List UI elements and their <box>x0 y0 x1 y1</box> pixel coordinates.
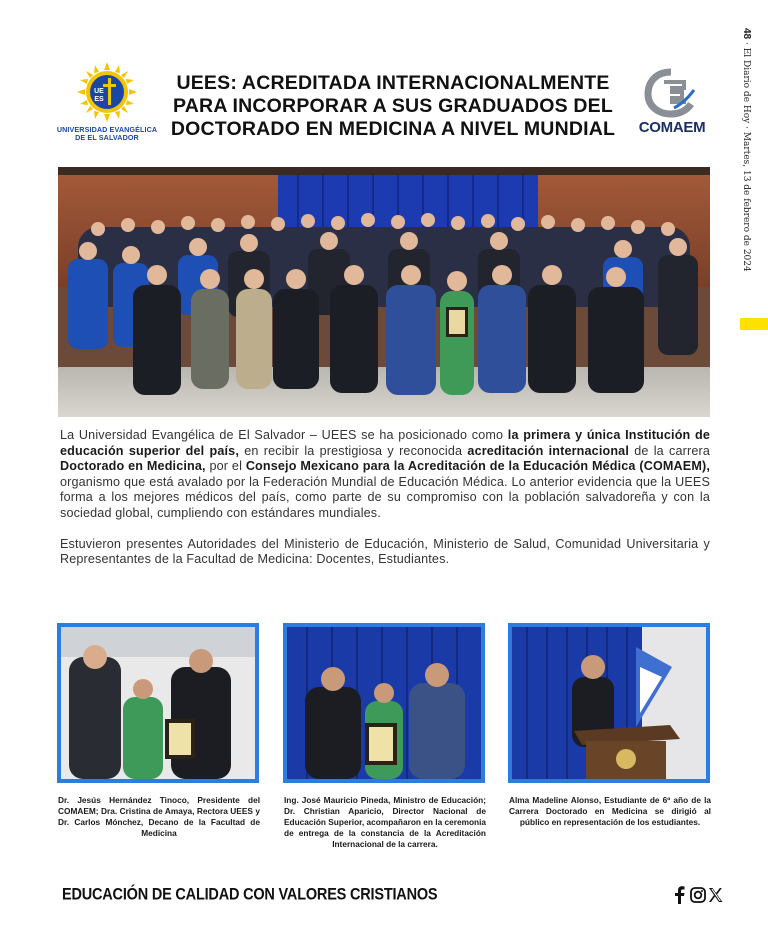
p1-bold-2: acreditación internacional <box>467 443 629 458</box>
social-icons <box>672 884 722 906</box>
uees-seal-icon <box>77 62 137 122</box>
p1-text-4: por el <box>205 459 246 474</box>
uees-name-line2: DE EL SALVADOR <box>75 133 139 142</box>
caption-2: Ing. José Mauricio Pineda, Ministro de Educación; Dr. Christian Aparicio, Director Nacional de Educación Superior, acompañaron en la ceremonia de entrega de la constancia de la Acreditación Internacional de la carrera. <box>284 795 486 849</box>
comaem-mark-icon <box>644 68 698 118</box>
comaem-name: COMAEM <box>638 119 706 136</box>
article-body <box>60 428 710 583</box>
uees-logo <box>52 62 162 148</box>
instagram-icon[interactable] <box>690 886 705 904</box>
p1-bold-1: la primera y única Institución de educación superior del país, <box>60 428 710 458</box>
p1-text-5: organismo que está avalado por la Federación Mundial de Educación Médica. Lo anterior evidencia que la UEES forma a los mejores médicos del país, como parte de su compromiso con la población salvadoreña y con la sociedad global, cumpliendo con estándares mundiales. <box>60 474 710 520</box>
headline <box>163 72 623 141</box>
side-folio <box>736 28 752 288</box>
paragraph-2: Estuvieron presentes Autoridades del Ministerio de Educación, Ministerio de Salud, Comunidad Universitaria y Representantes de la Facultad de Medicina: Docentes, Estudiantes. <box>60 536 710 567</box>
p1-text-1: La Universidad Evangélica de El Salvador – UEES se ha posicionado como <box>60 428 508 442</box>
x-icon[interactable] <box>708 886 723 904</box>
page-number: 48 <box>741 28 752 40</box>
p1-bold-3: Doctorado en Medicina, <box>60 459 206 474</box>
svg-text:UE: UE <box>94 88 104 95</box>
uees-logo-name <box>52 126 162 142</box>
comaem-logo <box>632 68 712 140</box>
main-group-photo <box>58 167 710 417</box>
footer-slogan: EDUCACIÓN DE CALIDAD CON VALORES CRISTIANOS <box>62 886 438 904</box>
caption-1: Dr. Jesús Hernández Tinoco, Presidente del COMAEM; Dra. Cristina de Amaya, Rectora UEES y Dr. Carlos Mónchez, Decano de la Facultad de Medicina <box>58 795 260 838</box>
newspaper-dateline: · El Diario de Hoy · Martes, 13 de febrero de 2024 <box>741 39 751 272</box>
uees-name-line1: UNIVERSIDAD EVANGÉLICA <box>56 125 158 134</box>
headline-line-1: UEES: ACREDITADA INTERNACIONALMENTE <box>176 72 610 94</box>
p1-text-2: en recibir la prestigiosa y reconocida <box>239 443 468 458</box>
photo-minister-ceremony <box>283 623 485 783</box>
headline-line-2: PARA INCORPORAR A SUS GRADUADOS DEL <box>173 95 613 117</box>
paragraph-1 <box>60 428 710 522</box>
caption-3: Alma Madeline Alonso, Estudiante de 6º año de la Carrera Doctorado en Medicina se dirigió al público en representación de los estudiantes. <box>509 795 711 827</box>
svg-text:ES: ES <box>94 96 104 103</box>
side-accent-bar <box>740 318 768 330</box>
photo-plaque-presentation <box>57 623 259 783</box>
facebook-icon[interactable] <box>672 886 687 904</box>
p1-text-3: de la carrera <box>628 443 710 458</box>
photo-student-speech <box>508 623 710 783</box>
p1-bold-4: Consejo Mexicano para la Acreditación de la Educación Médica (COMAEM), <box>245 459 710 474</box>
headline-line-3: DOCTORADO EN MEDICINA A NIVEL MUNDIAL <box>170 118 616 140</box>
